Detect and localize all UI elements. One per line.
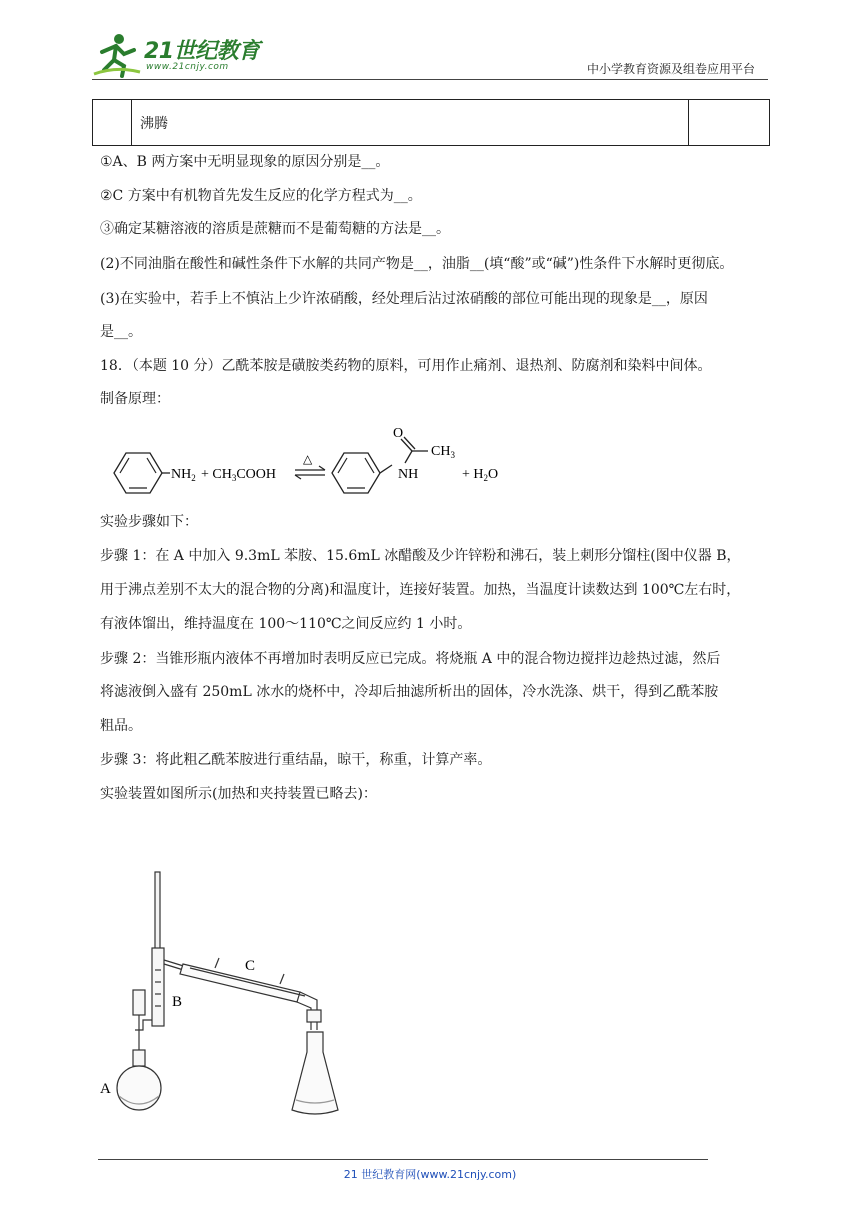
header-platform-name: 中小学教育资源及组卷应用平台	[586, 62, 755, 76]
step-line: 实验装置如图所示(加热和夹持装置已略去)：	[100, 786, 377, 802]
benzene-ring-icon	[114, 453, 170, 493]
methyl-label: $CH_3$	[431, 444, 455, 460]
question-line: ③确定某糖溶液的溶质是蔗糖而不是葡萄糖的方法是__。	[100, 221, 450, 237]
equilibrium-arrow-icon	[295, 452, 325, 479]
benzene-ring-icon	[332, 453, 392, 493]
oxygen-label: O	[393, 426, 404, 441]
fractionating-column-icon	[152, 948, 164, 1026]
thermometer-icon	[155, 872, 160, 950]
step-line: 步骤 1：在 A 中加入 9.3mL 苯胺、15.6mL 冰醋酸及少许锌粉和沸石，装上刺形分馏柱(图中仪器 B，	[100, 548, 741, 564]
step-line: 有液体馏出，维持温度在 100～110℃之间反应约 1 小时。	[100, 616, 472, 632]
label-c: C	[245, 958, 256, 974]
step-line: 将滤液倒入盛有 250mL 冰水的烧杯中，冷却后抽滤所析出的固体，冷水洗涤、烘干，得到乙酰苯胺	[100, 684, 719, 700]
table-cell-empty	[689, 100, 770, 146]
step-line: 步骤 2：当锥形瓶内液体不再增加时表明反应已完成。将烧瓶 A 中的混合物边搅拌边趁热过滤，然后	[100, 651, 721, 667]
question-line: 制备原理：	[100, 391, 170, 407]
bond-line	[405, 451, 412, 463]
footer-divider	[98, 1159, 708, 1160]
table-row	[93, 100, 770, 146]
bond-line	[404, 437, 415, 449]
step-line: 粗品。	[100, 718, 142, 734]
question-line: ②C 方案中有机物首先发生反应的化学方程式为__。	[100, 188, 422, 204]
nh-label: NH	[398, 467, 419, 482]
question-heading: 18．（本题 10 分）乙酰苯胺是磺胺类药物的原料，可用作止痛剂、退热剂、防腐剂和染料中间体。	[100, 358, 712, 374]
condenser-icon	[180, 958, 305, 1002]
distillation-apparatus	[95, 860, 365, 1125]
label-a: A	[100, 1081, 111, 1097]
site-logo	[92, 30, 262, 80]
logo-sub-text: www.21cnjy.com	[146, 62, 229, 72]
table-cell-text: 沸腾	[132, 100, 689, 146]
question-line: (2)不同油脂在酸性和碱性条件下水解的共同产物是__，油脂__(填“酸”或“碱”)性条件下水解时更彻底。	[100, 256, 734, 272]
runner-logo-icon	[92, 30, 142, 80]
step-line: 用于沸点差别不太大的混合物的分离)和温度计，连接好装置。加热，当温度计读数达到 100℃左右时，	[100, 582, 741, 598]
acetic-acid-label: + $CH_3COOH$	[201, 467, 277, 483]
label-b: B	[172, 994, 183, 1010]
table-cell-empty	[93, 100, 132, 146]
svg-text:△: △	[303, 452, 313, 466]
question-line: (3)在实验中，若手上不慎沾上少许浓硝酸，经处理后沾过浓硝酸的部位可能出现的现象是__，原因	[100, 291, 708, 307]
nh2-label: $NH_2$	[171, 467, 196, 483]
section-heading: 实验步骤如下：	[100, 514, 198, 530]
table-fragment	[92, 99, 770, 146]
logo-main-text: 21世纪教育	[144, 39, 260, 64]
header-divider	[92, 79, 768, 80]
reaction-scheme	[100, 425, 530, 505]
footer-link[interactable]: 21 世纪教育网(www.21cnjy.com)	[343, 1168, 517, 1181]
water-label: + $H_2O$	[462, 467, 499, 483]
conical-flask-icon	[292, 1032, 338, 1114]
step-line: 步骤 3：将此粗乙酰苯胺进行重结晶，晾干，称重，计算产率。	[100, 752, 492, 768]
question-line: 是__。	[100, 324, 142, 340]
question-line: ①A、B 两方案中无明显现象的原因分别是__。	[100, 154, 390, 170]
